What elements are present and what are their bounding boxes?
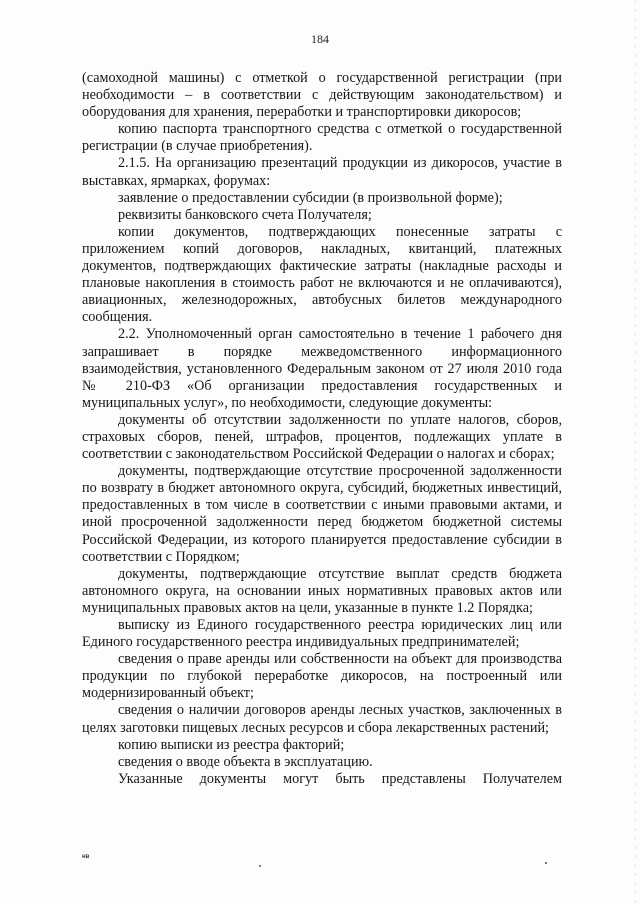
paragraph-14: копию выписки из реестра факторий;	[118, 736, 345, 753]
paragraph-11: выписку из Единого государственного реестра юридических лиц или Единого государственного реестра индивидуальных предпринимателей;	[82, 617, 562, 651]
paragraph-16: Указанные документы могут быть представлены Получателем	[118, 770, 562, 787]
paragraph-10: документы, подтверждающие отсутствие выплат средств бюджета автономного округа, на основании иных нормативных правовых актов или муниципальных правовых актов на цели, указанные в пункте 1.2 Порядка;	[82, 565, 562, 616]
document-body	[82, 70, 562, 788]
paragraph-8: документы об отсутствии задолженности по уплате налогов, сборов, страховых сборов, пеней, штрафов, процентов, подлежащих уплате в соответствии с законодательством Российской Федерации о налогах и сборах;	[82, 411, 562, 463]
scan-edge-artifact	[635, 0, 636, 905]
footer-mark: нв	[82, 854, 90, 860]
paragraph-12: сведения о праве аренды или собственности на объект для производства продукции по глубокой переработке дикоросов, на построенный или модернизированный объект;	[82, 651, 562, 702]
paragraph-2: копию паспорта транспортного средства с отметкой о государственной регистрации (в случае приобретения).	[82, 121, 562, 155]
paragraph-5: реквизиты банковского счета Получателя;	[118, 206, 372, 223]
paragraph-15: сведения о вводе объекта в эксплуатацию.	[118, 753, 373, 770]
page-number: 184	[311, 32, 329, 46]
scan-dot	[259, 865, 261, 867]
scan-dot	[545, 862, 547, 864]
paragraph-9: документы, подтверждающие отсутствие просроченной задолженности по возврату в бюджет автономного округа, субсидий, бюджетных инвестиций, предоставленных в том числе в соответствии с иными правовыми актами, и иной просроченной задолженности перед бюджетом бюджетной системы Российской Федерации, из которого планируется предоставление субсидии в соответствии с Порядком;	[82, 463, 562, 565]
paragraph-13: сведения о наличии договоров аренды лесных участков, заключенных в целях заготовки пищевых лесных ресурсов и сбора лекарственных растений;	[82, 702, 562, 736]
paragraph-6: копии документов, подтверждающих понесенные затраты с приложением копий договоров, накладных, квитанций, платежных документов, подтверждающих фактические затраты (накладные расходы и плановые накопления в стоимость работ не включаются и не оплачиваются), авиационных, железнодорожных, автобусных билетов международного сообщения.	[82, 223, 562, 326]
paragraph-4: заявление о предоставлении субсидии (в произвольной форме);	[118, 189, 503, 206]
paragraph-7: 2.2. Уполномоченный орган самостоятельно в течение 1 рабочего дня запрашивает в порядке межведомственного информационного взаимодействия, установленного Федеральным законом от 27 июля 2010 года № 210-ФЗ «Об организации предоставления государственных и муниципальных услуг», по необходимости, следующие документы:	[82, 326, 562, 411]
paragraph-1: (самоходной машины) с отметкой о государственной регистрации (при необходимости – в соответствии с действующим законодательством) и оборудования для хранения, переработки и транспортировки дикоросов;	[82, 70, 562, 121]
paragraph-3: 2.1.5. На организацию презентаций продукции из дикоросов, участие в выставках, ярмарках, форумах:	[82, 155, 562, 189]
